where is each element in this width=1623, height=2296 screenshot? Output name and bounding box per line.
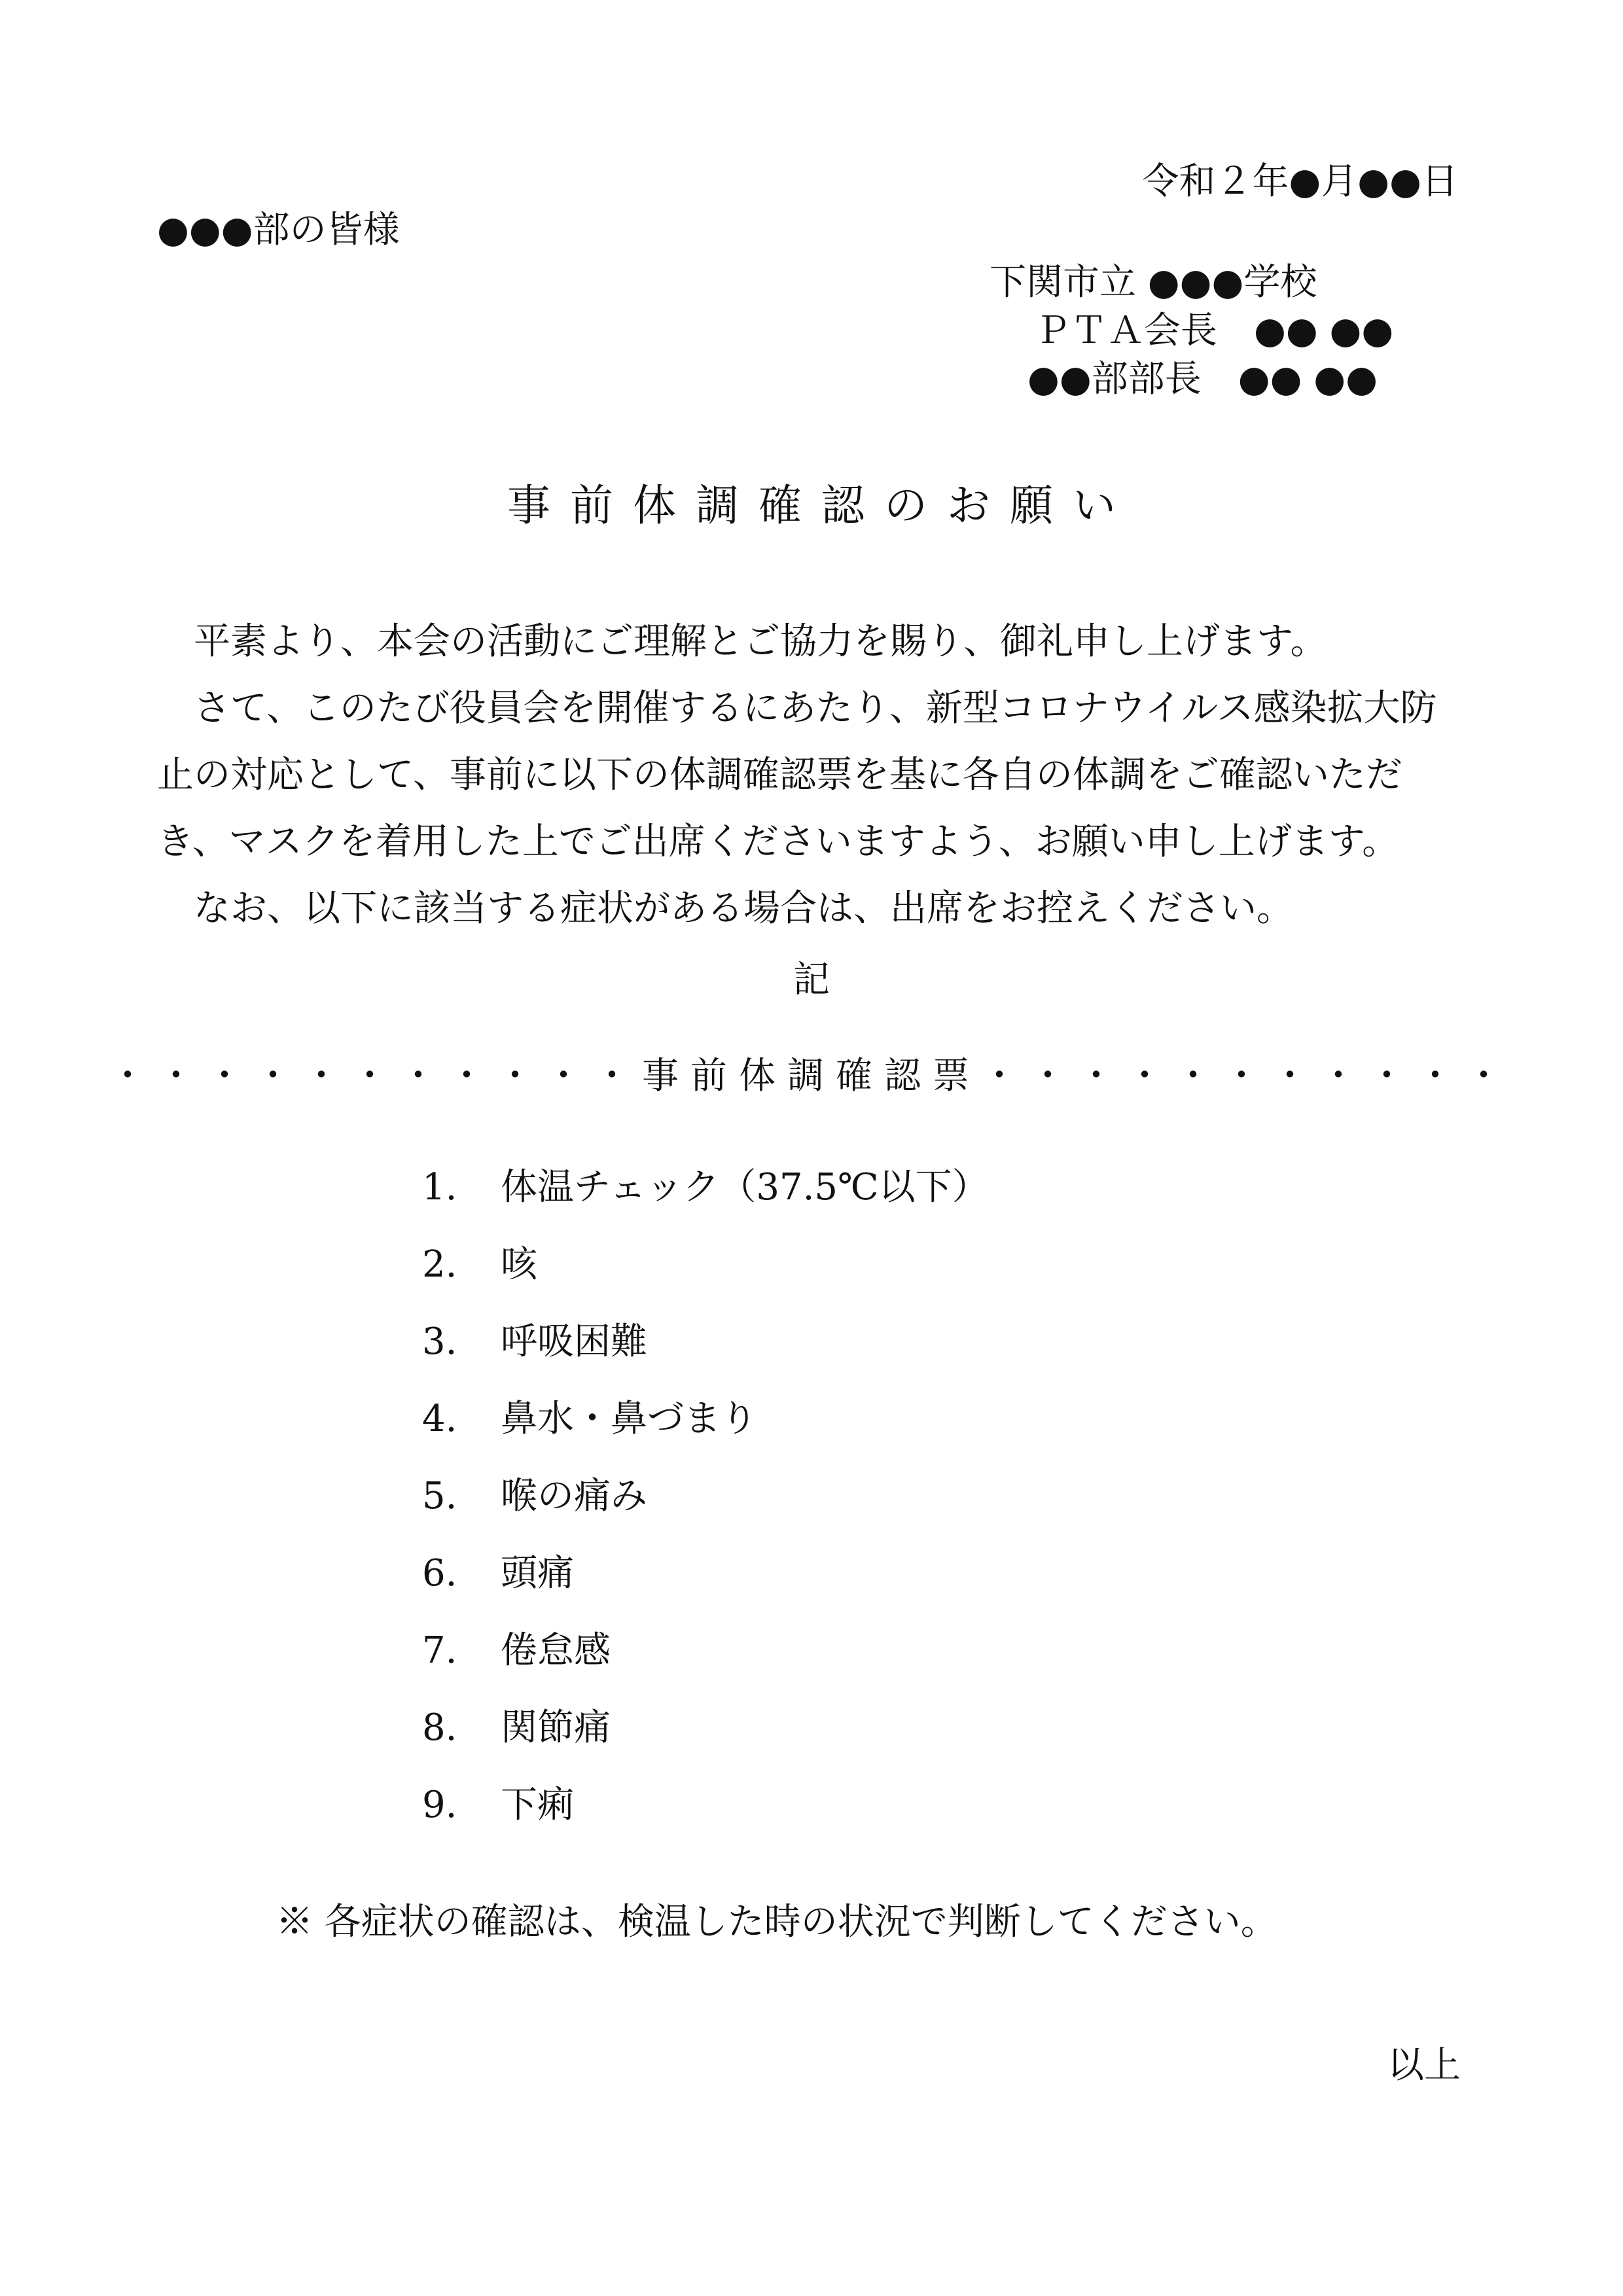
note-text: ※ 各症状の確認は、検温した時の状況で判断してください。 [276,1901,1277,1943]
item-number: 9. [422,1784,457,1826]
document-title: 事前体調確認のお願い [507,480,1135,531]
body-text [157,609,1466,942]
item-text: 呼吸困難 [501,1320,647,1363]
list-item [422,1239,989,1316]
sender-dept-head: ●●部部長 ●● ●● [1027,358,1378,400]
closing-text: 以上 [1387,2044,1461,2087]
item-number: 1. [422,1166,457,1209]
item-number: 5. [422,1475,457,1517]
list-item [422,1702,989,1779]
list-item [422,1779,989,1856]
item-text: 倦怠感 [501,1629,611,1672]
item-text: 咳 [501,1243,537,1286]
item-text: 鼻水・鼻づまり [501,1398,757,1440]
list-item [422,1161,989,1239]
list-item [422,1393,989,1470]
item-number: 8. [422,1706,457,1749]
list-item [422,1316,989,1393]
item-number: 2. [422,1243,457,1286]
item-text: 下痢 [501,1784,574,1826]
sender-pta-chair: ＰＴＡ会長 ●● ●● [1034,309,1394,352]
list-item [422,1470,989,1547]
item-text: 体温チェック（37.5℃以下） [501,1166,989,1209]
list-item [422,1547,989,1625]
ki-heading: 記 [793,959,830,1001]
form-title: ・・・・・・・・・・・事前体調確認票・・・・・・・・・・・ [109,1055,1514,1097]
body-paragraph-3: なお、以下に該当する症状がある場合は、出席をお控えください。 [194,887,1293,930]
document-date: 令和２年●月●●日 [1142,160,1458,203]
item-number: 7. [422,1629,457,1672]
item-number: 4. [422,1398,457,1440]
item-text: 喉の痛み [501,1475,647,1517]
item-number: 3. [422,1320,457,1363]
list-item [422,1625,989,1702]
symptom-list [422,1161,989,1856]
item-number: 6. [422,1552,457,1595]
body-paragraph-2: さて、このたび役員会を開催するにあたり、新型コロナウイルス感染拡大防止の対応として、事前に以下の体調確認票を基に各自の体調をご確認いただき、マスクを着用した上でご出席くださいますよう、お願い申し上げます。 [157,687,1437,863]
item-text: 関節痛 [501,1706,611,1749]
sender-school: 下関市立 ●●●学校 [990,261,1317,304]
item-text: 頭痛 [501,1552,574,1595]
body-paragraph-1: 平素より、本会の活動にご理解とご協力を賜り、御礼申し上げます。 [194,620,1327,663]
recipient: ●●●部の皆様 [157,209,400,251]
